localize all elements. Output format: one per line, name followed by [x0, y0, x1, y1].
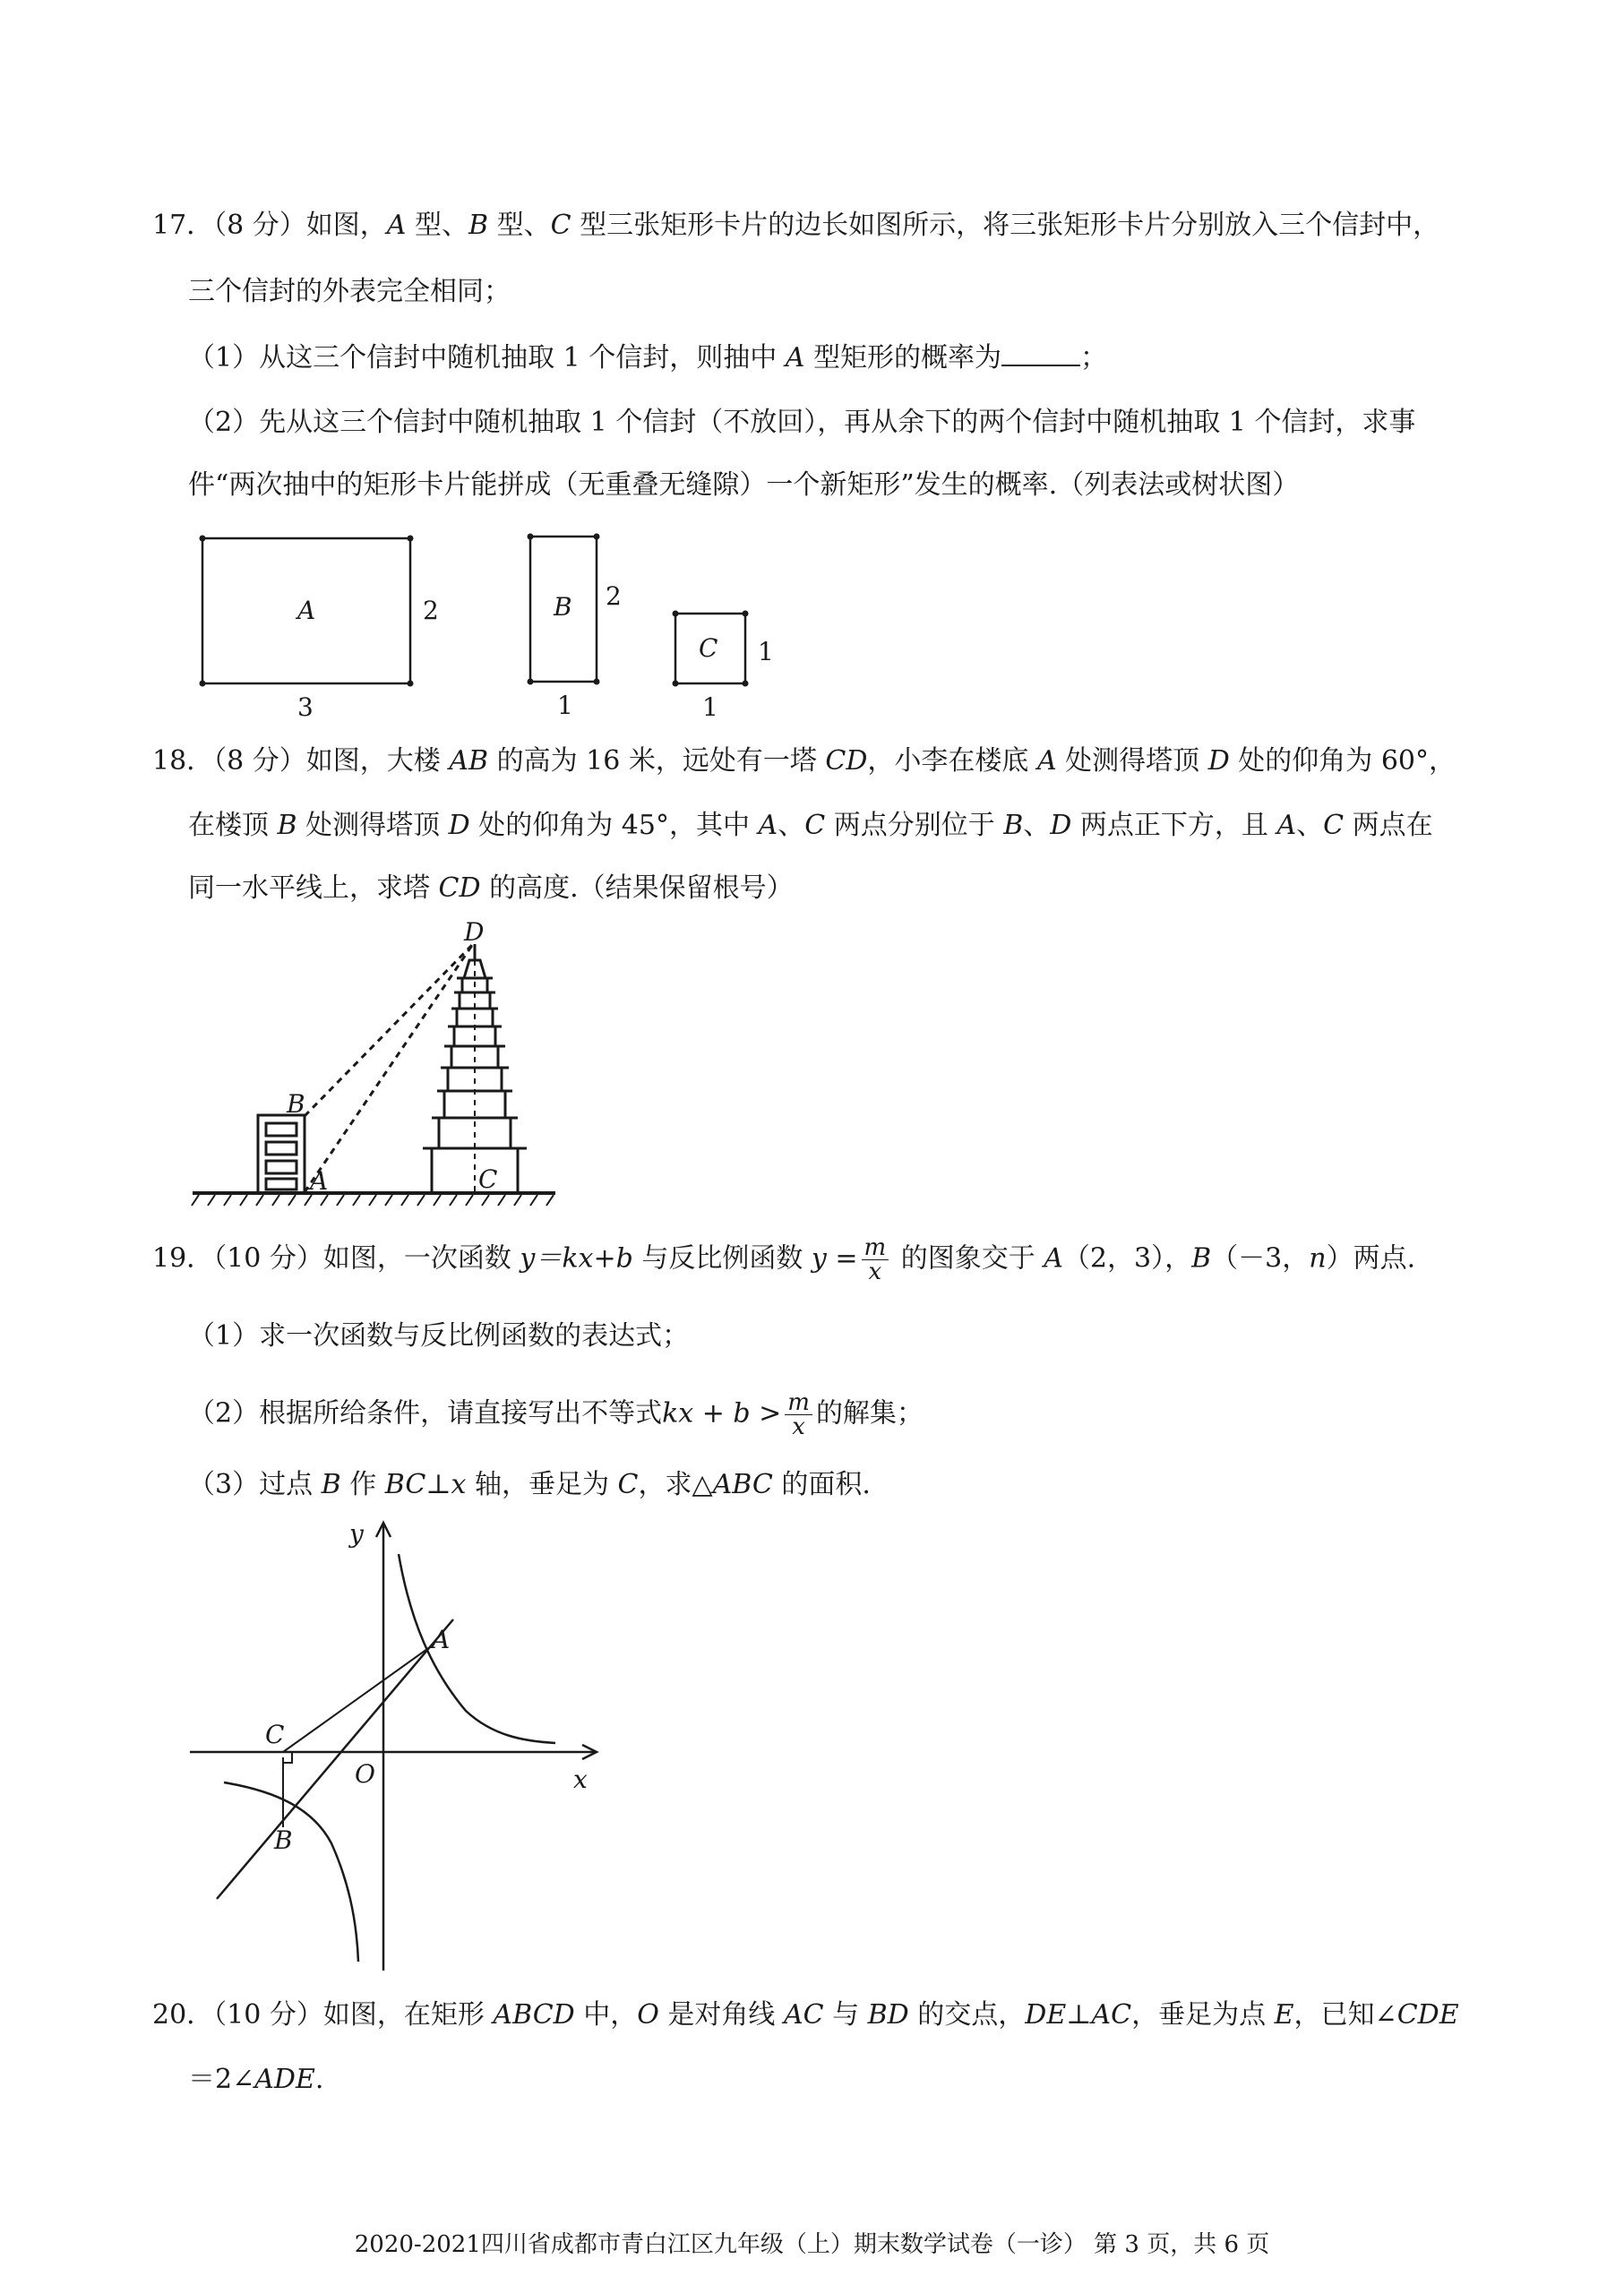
- q20-l1p: CDE: [1396, 1999, 1459, 2031]
- q17-t2: 型、: [406, 210, 469, 241]
- q19-l1e: 的图象交于: [892, 1242, 1044, 1275]
- q18-l3c: 的高度.（结果保留根号）: [480, 872, 794, 904]
- q19-p3i: ，求△: [638, 1469, 713, 1500]
- q20-l1j: DE: [1025, 1999, 1067, 2031]
- q18-line-1: [152, 743, 1456, 779]
- rect-a-label: A: [297, 596, 316, 625]
- q20-line-2: [188, 2062, 323, 2098]
- q19-p2b: kx + b >: [662, 1397, 782, 1430]
- q20-l1c: 中，: [574, 1999, 638, 2031]
- q20-l1e: 是对角线: [658, 1999, 784, 2031]
- q18-l2q: 两点在: [1344, 810, 1433, 841]
- q17-p1b: A: [785, 342, 805, 374]
- q20-l1b: ABCD: [493, 1999, 575, 2031]
- q20-l1n: E: [1274, 1999, 1294, 2031]
- q18-l2p: C: [1323, 810, 1345, 841]
- q19-l1f: A: [1044, 1242, 1063, 1275]
- q18-l2m: 两点正下方，且: [1071, 810, 1277, 841]
- q19-line-1: [152, 1236, 1415, 1284]
- point-c-label: C: [478, 1164, 498, 1194]
- q17-part-2a: （2）先从这三个信封中随机抽取 1 个信封（不放回），再从余下的两个信封中随机抽取 1 个信封，求事: [188, 407, 1416, 438]
- q18-l1i: 处的仰角为 60°，: [1229, 745, 1456, 777]
- rect-b-height: 2: [606, 581, 622, 611]
- q17-t4: 型、: [488, 210, 551, 241]
- q17-part-1: [188, 340, 1107, 376]
- segment-ca: [283, 1645, 434, 1752]
- q20-l1a: 20．（10 分）如图，在矩形: [152, 1999, 494, 2031]
- q18-l2e: 处的仰角为 45°，其中: [469, 810, 759, 841]
- q18-l1g: 处测得塔顶: [1056, 745, 1208, 777]
- q19-l1j: n: [1309, 1242, 1327, 1275]
- q20-line-1: [152, 1997, 1459, 2033]
- q18-tower-figure: [179, 914, 582, 1218]
- q18-l1h: D: [1207, 745, 1230, 777]
- fraction-m-over-x-2: [785, 1391, 812, 1438]
- linear-function-line: [217, 1619, 453, 1899]
- q20-l1g: 与: [823, 1999, 868, 2031]
- q19-p3c: 作: [340, 1469, 385, 1500]
- fraction-numerator-2: m: [785, 1391, 812, 1415]
- q19-part-2: [188, 1391, 924, 1438]
- rect-a-width: 3: [297, 692, 314, 722]
- q18-l1b: AB: [449, 745, 489, 777]
- rect-c-width: 1: [702, 692, 718, 722]
- q19-l1i: （－3，: [1211, 1242, 1310, 1275]
- q17-p1d: ；: [1080, 342, 1108, 374]
- x-axis-label: x: [573, 1765, 588, 1794]
- q18-l2b: B: [277, 810, 297, 841]
- q18-l2l: D: [1050, 810, 1072, 841]
- q20-l1o: ，已知∠: [1293, 1999, 1397, 2031]
- q19-l1k: ）两点.: [1326, 1242, 1416, 1275]
- q18-l1c: 的高为 16 米，远处有一塔: [488, 745, 826, 777]
- q20-l2c: .: [314, 2064, 324, 2095]
- q17-line-2: 三个信封的外表完全相同；: [188, 276, 511, 307]
- hyperbola-branch-1: [399, 1554, 555, 1743]
- q20-l1l: AC: [1091, 1999, 1132, 2031]
- q19-l1h: B: [1191, 1242, 1212, 1275]
- fraction-denominator: x: [868, 1258, 882, 1285]
- page-footer: 2020-2021四川省成都市青白江区九年级（上）期末数学试卷（一诊） 第 3 页，共 6 页: [354, 2231, 1270, 2258]
- fraction-numerator: m: [862, 1236, 889, 1260]
- q20-l2a: ＝2∠: [188, 2064, 255, 2095]
- q20-l1m: ，垂足为点: [1131, 1999, 1275, 2031]
- origin-label: O: [355, 1759, 375, 1789]
- point-b-label: B: [274, 1825, 293, 1855]
- point-d-label: D: [464, 917, 485, 947]
- q20-l1d: O: [637, 1999, 659, 2031]
- right-angle-mark: [283, 1752, 292, 1763]
- q18-l3a: 同一水平线上，求塔: [188, 872, 439, 904]
- answer-blank[interactable]: [1001, 341, 1080, 366]
- q18-l1e: ，小李在楼底: [867, 745, 1037, 777]
- q18-l2n: A: [1276, 810, 1297, 841]
- q19-graph-figure: [179, 1514, 609, 1980]
- q17-part-2b: 件“两次抽中的矩形卡片能拼成（无重叠无缝隙）一个新矩形”发生的概率.（列表法或树状图）: [188, 469, 1300, 501]
- q18-line-3: [188, 871, 794, 906]
- q18-l3b: CD: [438, 872, 481, 904]
- q19-l1c: 与反比例函数: [632, 1242, 812, 1275]
- point-c-label: C: [265, 1720, 285, 1749]
- q17-t3: B: [468, 210, 489, 241]
- q18-l2i: 两点分别位于: [825, 810, 1004, 841]
- q17-line-1: [152, 208, 1439, 244]
- q19-p3g: 轴，垂足为: [466, 1469, 618, 1500]
- q19-l1a: 19．（10 分）如图，一次函数: [152, 1242, 520, 1275]
- q17-rectangles-figure: [179, 524, 806, 730]
- q18-l2a: 在楼顶: [188, 810, 278, 841]
- q19-p3b: B: [321, 1469, 341, 1500]
- q18-l2h: C: [804, 810, 826, 841]
- point-a-label: A: [432, 1625, 451, 1654]
- rect-b-label: B: [554, 592, 572, 622]
- q20-l2b: ADE: [254, 2064, 315, 2095]
- point-a-label: A: [310, 1166, 329, 1196]
- q19-p2a: （2）根据所给条件，请直接写出不等式: [188, 1397, 663, 1430]
- rect-a-height: 2: [423, 596, 439, 625]
- q17-p1a: （1）从这三个信封中随机抽取 1 个信封，则抽中: [188, 342, 786, 374]
- q19-p3a: （3）过点: [188, 1469, 322, 1500]
- q20-l1h: BD: [867, 1999, 909, 2031]
- q20-l1k: ⊥: [1066, 1999, 1092, 2031]
- q18-l2g: 、: [778, 810, 805, 841]
- q17-t1: A: [386, 210, 407, 241]
- q19-part-3: [188, 1467, 871, 1503]
- rect-c-height: 1: [758, 637, 774, 666]
- fraction-m-over-x: [862, 1236, 889, 1284]
- q18-l1d: CD: [825, 745, 868, 777]
- q17-t6: 型三张矩形卡片的边长如图所示，将三张矩形卡片分别放入三个信封中，: [571, 210, 1440, 241]
- q18-line-2: [188, 808, 1433, 844]
- q20-l1f: AC: [783, 1999, 824, 2031]
- q17-p1c: 型矩形的概率为: [804, 342, 1002, 374]
- q19-l1g: （2，3），: [1062, 1242, 1192, 1275]
- q18-l2j: B: [1003, 810, 1024, 841]
- q17-head: 17．（8 分）如图，: [152, 210, 387, 241]
- q18-l2k: 、: [1023, 810, 1051, 841]
- q19-p3e: ⊥: [425, 1469, 451, 1500]
- q18-l1a: 18．（8 分）如图，大楼: [152, 745, 450, 777]
- fraction-denominator-2: x: [792, 1413, 805, 1440]
- q18-l2c: 处测得塔顶: [296, 810, 449, 841]
- q18-l2f: A: [758, 810, 778, 841]
- q19-p3f: x: [451, 1469, 467, 1500]
- q18-l1f: A: [1036, 745, 1057, 777]
- q19-l1d: y =: [811, 1242, 858, 1275]
- y-axis-label: y: [349, 1519, 364, 1549]
- q19-p3d: BC: [384, 1469, 426, 1500]
- q18-l2o: 、: [1296, 810, 1324, 841]
- rect-b-width: 1: [557, 691, 573, 720]
- q19-p2c: 的解集；: [815, 1397, 924, 1430]
- rect-c-label: C: [699, 633, 718, 663]
- q19-part-1: （1）求一次函数与反比例函数的表达式；: [188, 1320, 690, 1352]
- q17-t5: C: [550, 210, 571, 241]
- q20-l1i: 的交点，: [908, 1999, 1026, 2031]
- q19-l1b: y＝kx+b: [520, 1242, 633, 1275]
- q18-l2d: D: [448, 810, 470, 841]
- q19-p3j: ABC: [712, 1469, 773, 1500]
- q19-p3k: 的面积.: [772, 1469, 871, 1500]
- point-b-label: B: [287, 1089, 305, 1119]
- q19-p3h: C: [617, 1469, 639, 1500]
